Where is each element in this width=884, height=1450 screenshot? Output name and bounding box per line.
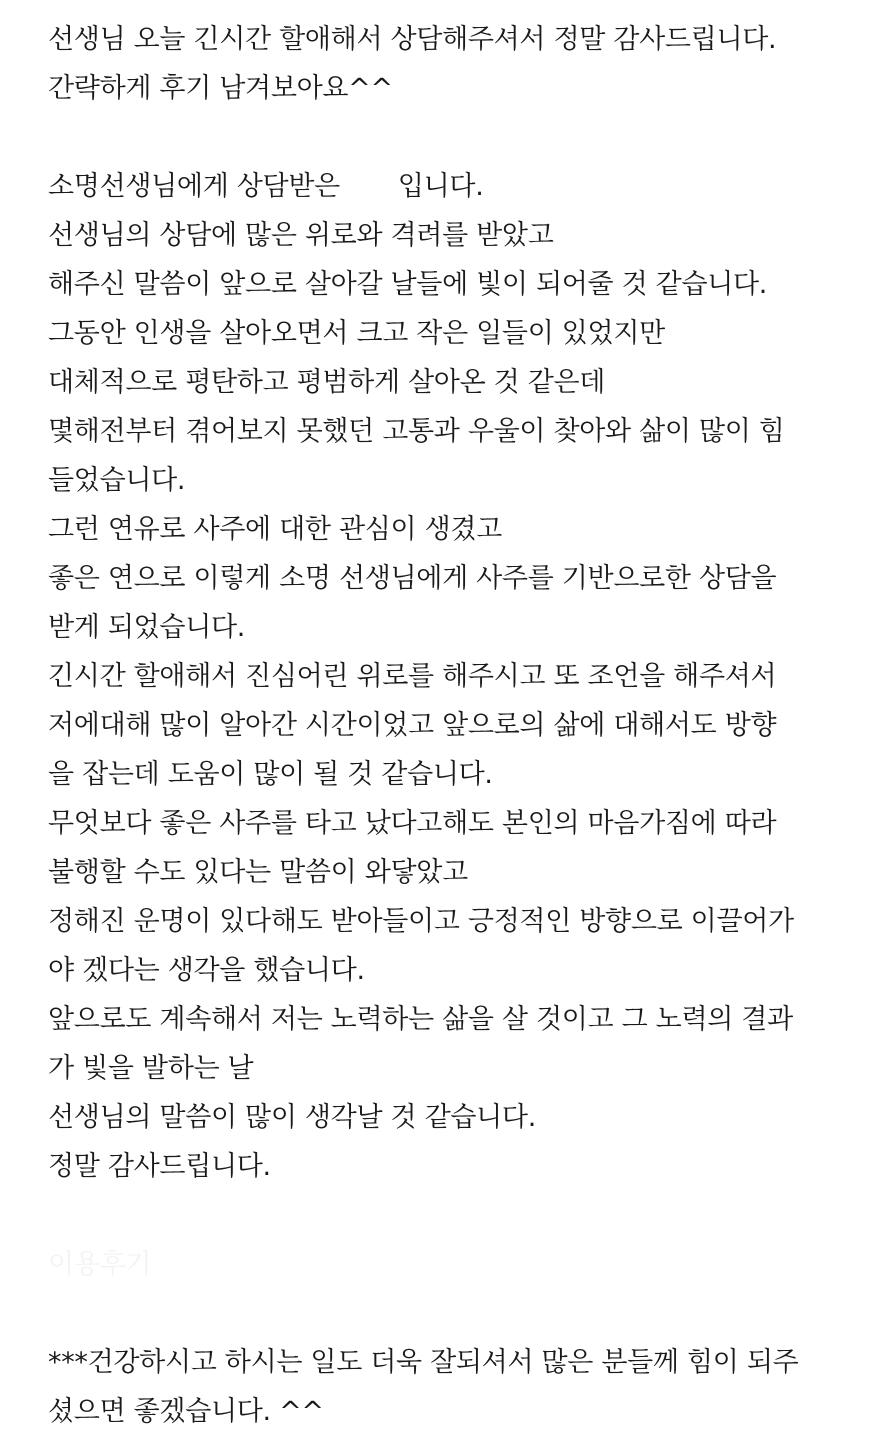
body-line-9: 좋은 연으로 이렇게 소명 선생님에게 사주를 기반으로한 상담을 <box>48 563 777 594</box>
body-line-14: 무엇보다 좋은 사주를 타고 났다고해도 본인의 마음가짐에 따라 <box>48 808 777 839</box>
spacer <box>48 1289 848 1338</box>
body-line-13: 을 잡는데 도움이 많이 될 것 같습니다. <box>48 759 493 790</box>
body-line-12: 저에대해 많이 알아간 시간이었고 앞으로의 삶에 대해서도 방향 <box>48 710 777 741</box>
faint-review-label: 이용후기 <box>48 1249 152 1280</box>
body-line-20: 선생님의 말씀이 많이 생각날 것 같습니다. <box>48 1102 536 1133</box>
body-line-17: 야 겠다는 생각을 했습니다. <box>48 955 365 986</box>
body-line-1: 소명선생님에게 상담받은 입니다. <box>48 171 484 202</box>
body-line-7: 들었습니다. <box>48 465 186 496</box>
closing-line-1: ***건강하시고 하시는 일도 더욱 잘되셔서 많은 분들께 힘이 되주 <box>48 1347 799 1378</box>
body-line-15: 불행할 수도 있다는 말씀이 와닿았고 <box>48 857 468 888</box>
body-line-16: 정해진 운명이 있다해도 받아들이고 긍정적인 방향으로 이끌어가 <box>48 906 794 937</box>
spacer <box>48 113 848 162</box>
body-line-6: 몇해전부터 겪어보지 못했던 고통과 우울이 찾아와 삶이 많이 힘 <box>48 416 785 447</box>
body-line-21: 정말 감사드립니다. <box>48 1151 271 1182</box>
closing-line-2: 셨으면 좋겠습니다. ^^ <box>48 1396 324 1427</box>
intro-line-1: 선생님 오늘 긴시간 할애해서 상담해주셔서 정말 감사드립니다. <box>48 24 777 55</box>
body-line-3: 해주신 말씀이 앞으로 살아갈 날들에 빛이 되어줄 것 같습니다. <box>48 269 768 300</box>
review-text <box>48 15 848 1436</box>
body-line-8: 그런 연유로 사주에 대한 관심이 생겼고 <box>48 514 502 545</box>
spacer <box>48 1191 848 1240</box>
body-line-11: 긴시간 할애해서 진심어린 위로를 해주시고 또 조언을 해주셔서 <box>48 661 777 692</box>
body-line-18: 앞으로도 계속해서 저는 노력하는 삶을 살 것이고 그 노력의 결과 <box>48 1004 793 1035</box>
body-line-5: 대체적으로 평탄하고 평범하게 살아온 것 같은데 <box>48 367 606 398</box>
body-line-2: 선생님의 상담에 많은 위로와 격려를 받았고 <box>48 220 554 251</box>
body-line-4: 그동안 인생을 살아오면서 크고 작은 일들이 있었지만 <box>48 318 665 349</box>
intro-line-2: 간략하게 후기 남겨보아요^^ <box>48 73 393 104</box>
body-line-19: 가 빛을 발하는 날 <box>48 1053 254 1084</box>
body-line-10: 받게 되었습니다. <box>48 612 246 643</box>
